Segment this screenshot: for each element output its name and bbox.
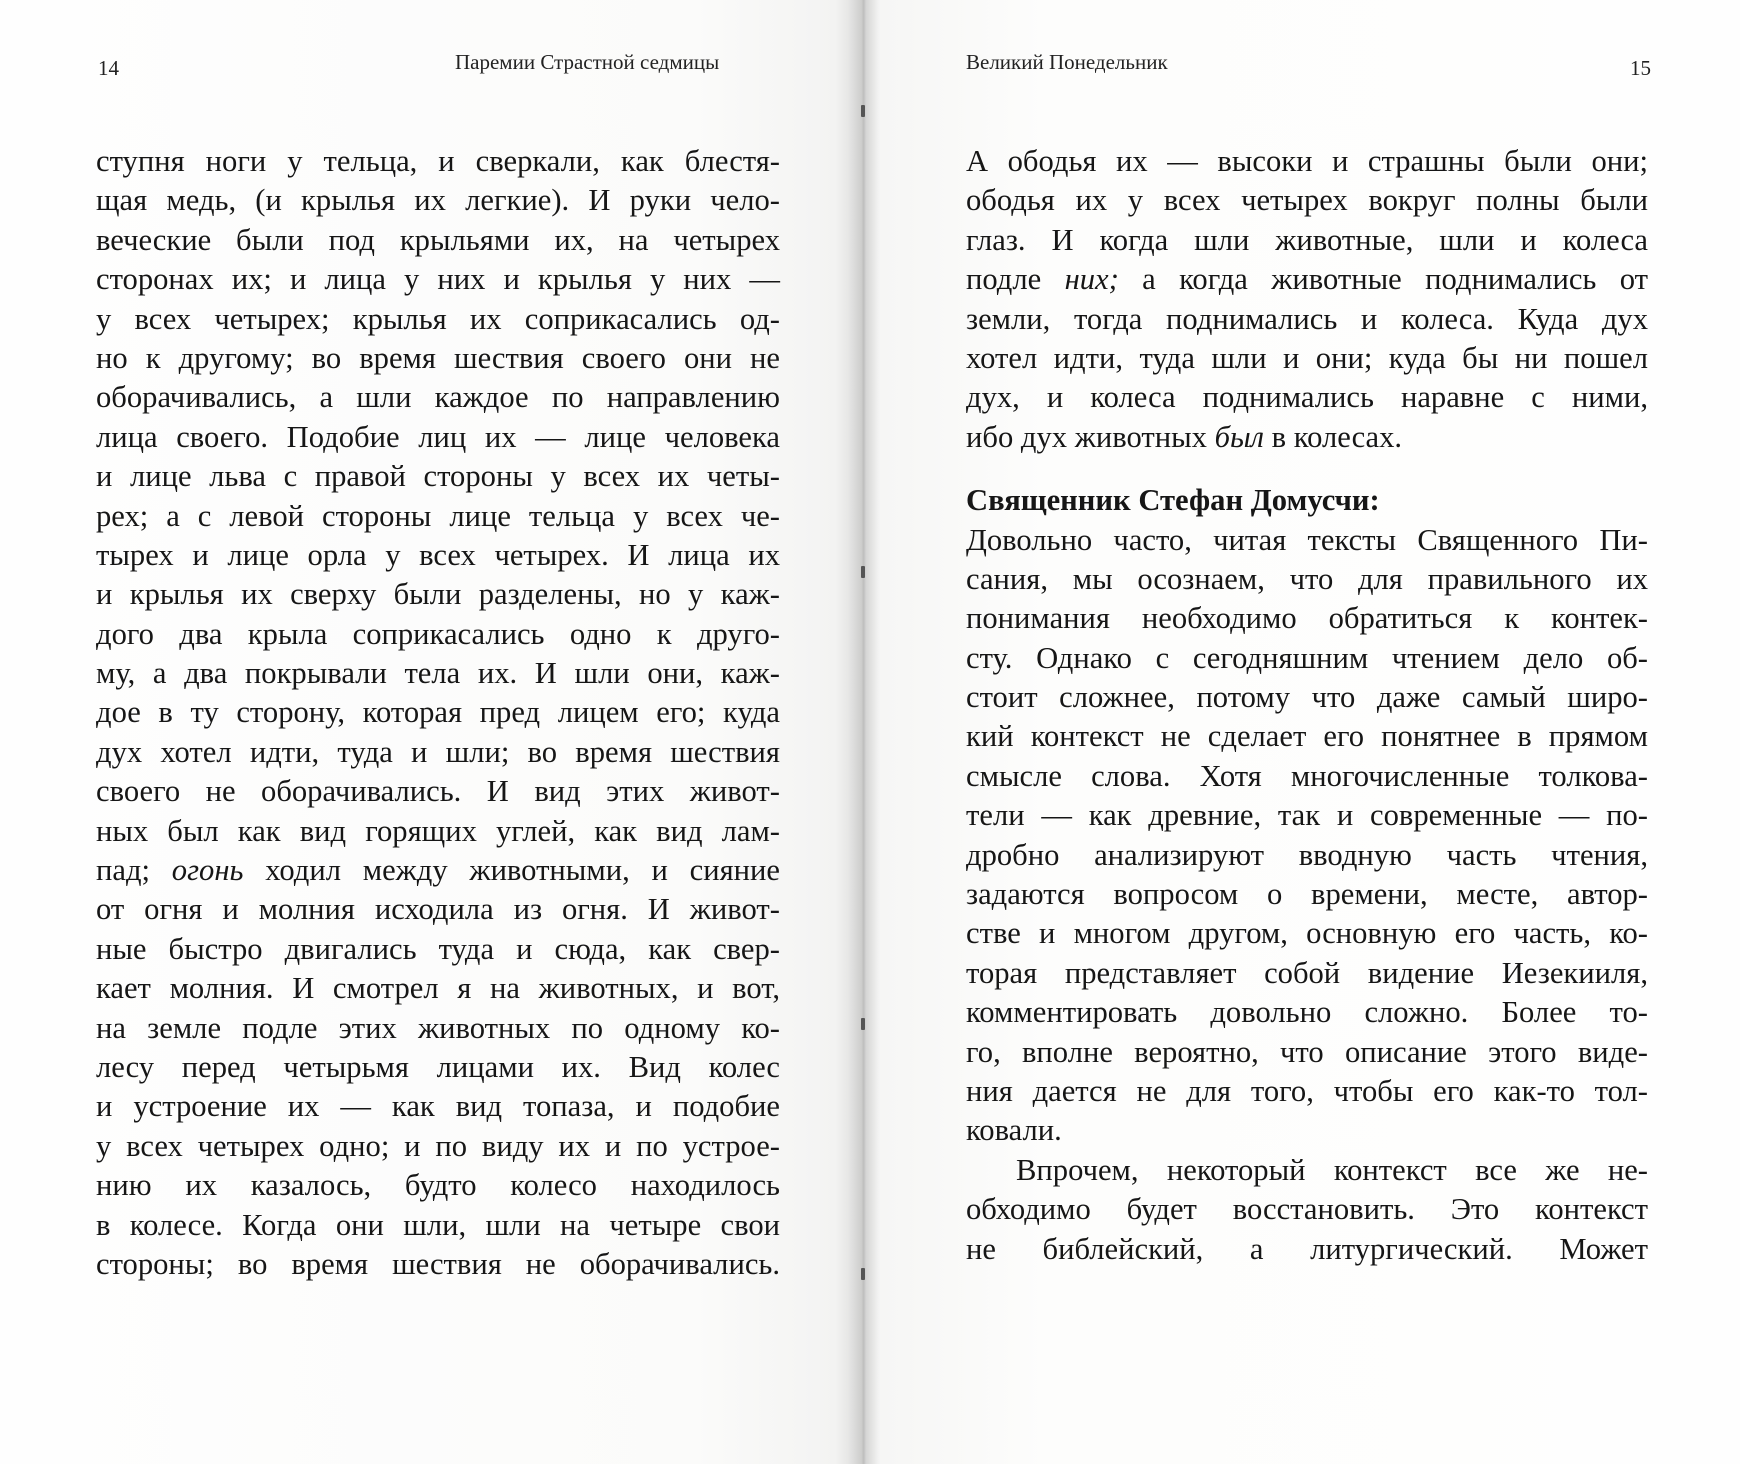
text-line: не библейский, а литургический. Может <box>966 1231 1648 1266</box>
text-line: земли, тогда поднимались и колеса. Куда дух <box>966 301 1648 336</box>
text-line: веческие были под крыльями их, на четырех <box>96 222 780 257</box>
text-line: сания, мы осознаем, что для правильного их <box>966 561 1648 596</box>
text-line: А ободья их — высоки и страшны были они; <box>966 144 1648 178</box>
text-line: тырех и лице орла у всех четырех. И лица их <box>96 537 780 572</box>
binding-stitch <box>861 105 865 117</box>
text-line: дробно анализируют вводную часть чтения, <box>966 837 1648 872</box>
text-line: ния дается не для того, чтобы его как-то тол- <box>966 1073 1648 1108</box>
text-line: обходимо будет восстановить. Это контекст <box>966 1192 1648 1227</box>
text-line: комментировать довольно сложно. Более то- <box>966 995 1648 1030</box>
text-line: задаются вопросом о времени, месте, автор- <box>966 877 1648 912</box>
left-page <box>0 0 862 1464</box>
text-line: Впрочем, некоторый контекст все же не- <box>1016 1152 1648 1187</box>
text-line: понимания необходимо обратиться к контек- <box>966 601 1648 636</box>
text-line: лица своего. Подобие лиц их — лице человека <box>96 419 780 454</box>
text-line: тели — как древние, так и современные — по- <box>966 798 1648 833</box>
text-line: смысле слова. Хотя многочисленные толкова- <box>966 758 1648 793</box>
text-line: дого два крыла соприкасались одно к друго- <box>96 616 780 651</box>
page-number-left: 14 <box>98 56 119 80</box>
text-line: стороны; во время шествия не оборачивались. <box>96 1246 780 1281</box>
commentary-continuation <box>966 1151 1648 1269</box>
text-line: дое в ту сторону, которая пред лицем его; куда <box>96 695 780 730</box>
scripture-text-right <box>966 142 1648 457</box>
text-line: сту. Однако с сегодняшним чтением дело об- <box>966 640 1648 675</box>
text-line: пад; огонь ходил между животными, и сияние <box>96 853 780 888</box>
text-line: стоит сложнее, потому что даже самый широ- <box>966 680 1648 715</box>
text-line: го, вполне вероятно, что описание этого виде- <box>966 1034 1648 1069</box>
binding-stitch <box>861 1268 865 1280</box>
right-page <box>866 0 1740 1464</box>
text-line: кий контекст не сделает его понятнее в прямом <box>966 719 1648 754</box>
italic-word: них; <box>1064 262 1119 297</box>
commentary-author-heading: Священник Стефан Домусчи: <box>966 483 1380 518</box>
text-line: оборачивались, а шли каждое по направлению <box>96 380 780 415</box>
text-line: от огня и молния исходила из огня. И живот- <box>96 892 780 927</box>
page-number-right: 15 <box>1630 56 1651 80</box>
commentary-text <box>966 521 1648 1151</box>
text-line: дух, и колеса поднимались наравне с ними, <box>966 380 1648 415</box>
text-line: глаз. И когда шли животные, шли и колеса <box>966 222 1648 257</box>
text-line: лесу перед четырьмя лицами их. Вид колес <box>96 1049 780 1084</box>
paragraph-gap <box>966 457 1648 481</box>
text-line: щая медь, (и крылья их легкие). И руки чело- <box>96 183 780 218</box>
text-line: ободья их у всех четырех вокруг полны были <box>966 183 1648 218</box>
text-line: кает молния. И смотрел я на животных, и вот, <box>96 971 780 1006</box>
text-line: и устроение их — как вид топаза, и подобие <box>96 1089 780 1124</box>
text-line: ные быстро двигались туда и сюда, как свер- <box>96 931 780 966</box>
running-head-left: Паремии Страстной седмицы <box>455 50 720 74</box>
text-line: своего не оборачивались. И вид этих живот- <box>96 774 780 809</box>
italic-word: огонь <box>171 853 244 888</box>
text-line: Довольно часто, читая тексты Священного Пи- <box>966 522 1648 557</box>
text-line: у всех четырех одно; и по виду их и по устрое- <box>96 1128 780 1163</box>
running-head-right: Великий Понедельник <box>966 50 1168 74</box>
text-line: у всех четырех; крылья их соприкасались од- <box>96 301 780 336</box>
text-line: подле них; а когда животные поднимались от <box>966 262 1648 297</box>
text-line: стве и многом другом, основную его часть, ко- <box>966 916 1648 951</box>
text-line: сторонах их; и лица у них и крылья у них — <box>96 262 780 297</box>
text-line: и лице льва с правой стороны у всех их четы- <box>96 459 780 494</box>
scripture-text-left <box>96 142 780 1284</box>
text-line: в колесе. Когда они шли, шли на четыре свои <box>96 1207 780 1242</box>
text-line: дух хотел идти, туда и шли; во время шествия <box>96 734 780 769</box>
italic-word: был <box>1214 419 1265 454</box>
text-line: но к другому; во время шествия своего они не <box>96 340 780 375</box>
text-line: ковали. <box>966 1113 1062 1148</box>
text-block-right <box>966 142 1648 1269</box>
text-line: ступня ноги у тельца, и сверкали, как блестя- <box>96 144 780 178</box>
binding-stitch <box>861 1018 865 1030</box>
text-line: рех; а с левой стороны лице тельца у всех че- <box>96 498 780 533</box>
binding-stitch <box>861 566 865 578</box>
text-line: торая представляет собой видение Иезекииля, <box>966 955 1648 990</box>
text-line: и крылья их сверху были разделены, но у каж- <box>96 577 780 612</box>
text-line: хотел идти, туда шли и они; куда бы ни пошел <box>966 340 1648 375</box>
text-line: ибо дух животных был в колесах. <box>966 419 1403 454</box>
text-line: ных был как вид горящих углей, как вид лам- <box>96 813 780 848</box>
text-line: му, а два покрывали тела их. И шли они, каж- <box>96 656 780 691</box>
text-line: на земле подле этих животных по одному ко- <box>96 1010 780 1045</box>
text-line: нию их казалось, будто колесо находилось <box>96 1168 780 1203</box>
